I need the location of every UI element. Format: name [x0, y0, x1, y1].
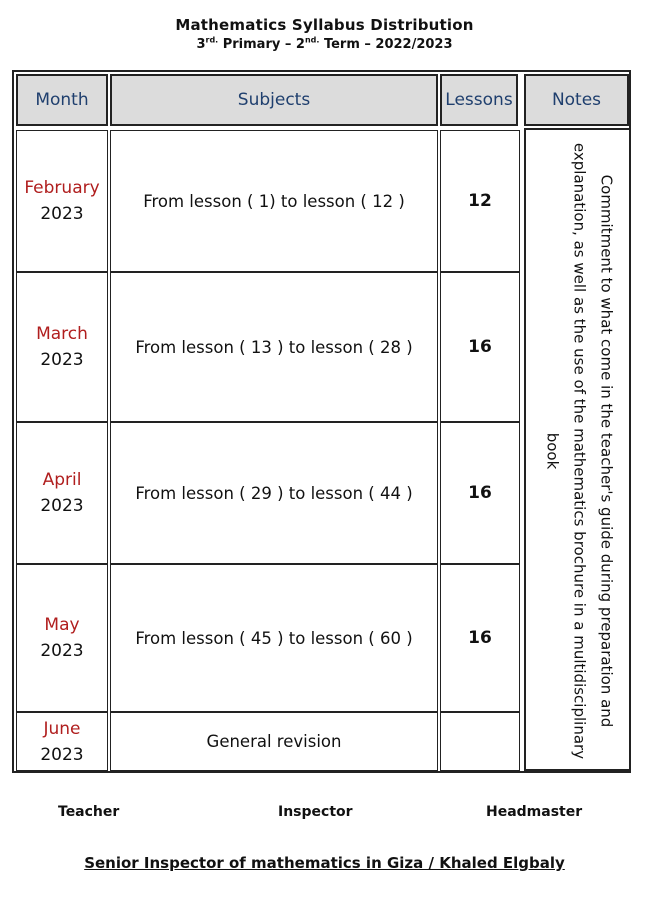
column-header-notes: Notes	[524, 74, 629, 126]
month-year: 2023	[40, 204, 84, 224]
term-suffix: nd.	[304, 35, 320, 45]
table-row-lessons: 16	[440, 564, 520, 712]
document-subtitle	[0, 37, 649, 52]
table-row-subject: From lesson ( 1) to lesson ( 12 )	[110, 130, 438, 272]
grade-label: Primary –	[218, 37, 296, 52]
month-year: 2023	[40, 641, 84, 661]
signature-teacher: Teacher	[58, 804, 120, 820]
table-row-lessons: 12	[440, 130, 520, 272]
grade-suffix: rd.	[205, 35, 219, 45]
month-year: 2023	[40, 350, 84, 370]
signature-inspector: Inspector	[278, 804, 353, 820]
table-row-month	[16, 564, 108, 712]
signature-headmaster: Headmaster	[486, 804, 583, 820]
senior-inspector-footer: Senior Inspector of mathematics in Giza / Khaled Elgbaly	[84, 854, 565, 872]
month-name: February	[24, 178, 100, 198]
month-name: March	[36, 324, 88, 344]
term-label: Term – 2022/2023	[319, 37, 453, 52]
notes-text: Commitment to what come in the teacher's guide during preparation and explanation, as well as the use of the mathematics brochure in a multidisciplinary book	[543, 142, 616, 760]
document-title: Mathematics Syllabus Distribution	[175, 16, 474, 34]
column-header-subjects: Subjects	[110, 74, 438, 126]
table-row-month	[16, 130, 108, 272]
month-name: May	[44, 615, 80, 635]
notes-cell	[524, 128, 631, 771]
month-year: 2023	[40, 744, 84, 765]
table-row-lessons	[440, 712, 520, 771]
grade-number: 3	[196, 37, 206, 52]
term-number: 2	[295, 37, 305, 52]
table-row-subject: From lesson ( 45 ) to lesson ( 60 )	[110, 564, 438, 712]
month-name: April	[42, 470, 82, 490]
table-row-month	[16, 272, 108, 422]
table-row-lessons: 16	[440, 272, 520, 422]
table-row-month	[16, 422, 108, 564]
table-row-month	[16, 712, 108, 771]
table-row-subject: General revision	[110, 712, 438, 771]
table-row-subject: From lesson ( 13 ) to lesson ( 28 )	[110, 272, 438, 422]
table-row-lessons: 16	[440, 422, 520, 564]
column-header-month: Month	[16, 74, 108, 126]
month-name: June	[43, 718, 81, 739]
column-header-lessons: Lessons	[440, 74, 518, 126]
table-row-subject: From lesson ( 29 ) to lesson ( 44 )	[110, 422, 438, 564]
month-year: 2023	[40, 496, 84, 516]
